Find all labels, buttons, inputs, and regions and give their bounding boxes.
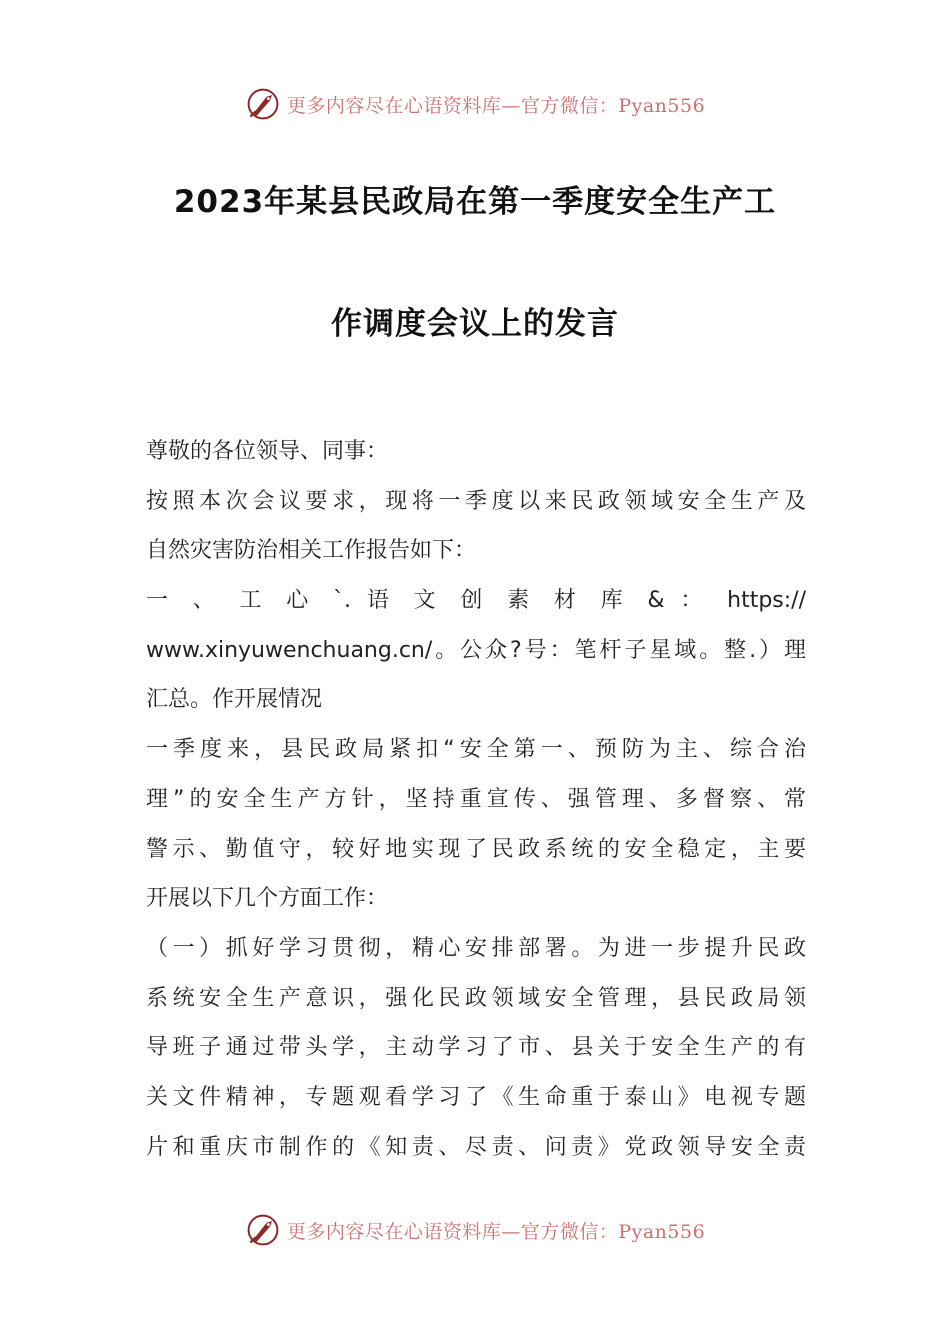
text-line: 开展以下几个方面工作： — [146, 886, 389, 912]
text-line: 导班子通过带头学，主动学习了市、县关于安全生产的有 — [146, 1035, 806, 1061]
text-line: 按照本次会议要求，现将一季度以来民政领域安全生产及 — [146, 488, 806, 514]
text-line: 一季度来，县民政局紧扣“安全第一、预防为主、综合治 — [146, 737, 806, 763]
text-line: 系统安全生产意识，强化民政领域安全管理，县民政局领 — [146, 985, 806, 1011]
watermark-text: 更多内容尽在心语资料库—官方微信：Pyan556 — [286, 1220, 706, 1243]
text-line: 片和重庆市制作的《知责、尽责、问责》党政领导安全责 — [146, 1134, 806, 1160]
text-line: 自然灾害防治相关工作报告如下： — [146, 538, 477, 564]
document-title-line-2: 作调度会议上的发言 — [331, 306, 619, 342]
text-line: 理”的安全生产方针，坚持重宣传、强管理、多督察、常 — [146, 786, 806, 812]
document-title-line-1: 2023年某县民政局在第一季度安全生产工 — [173, 184, 777, 220]
text-line: 尊敬的各位领导、同事： — [146, 439, 389, 464]
pen-nib-logo-icon — [245, 86, 281, 122]
watermark-text: 更多内容尽在心语资料库—官方微信：Pyan556 — [286, 94, 706, 117]
text-line: 关文件精神，专题观看学习了《生命重于泰山》电视专题 — [146, 1084, 806, 1110]
pen-nib-logo-icon — [245, 1212, 281, 1248]
text-line: （一）抓好学习贯彻，精心安排部署。为进一步提升民政 — [146, 935, 806, 961]
text-line: 汇总。作开展情况 — [146, 687, 323, 713]
text-line: 警示、勤值守，较好地实现了民政系统的安全稳定，主要 — [146, 836, 806, 862]
text-line: 一 、 工 心 `. 语 文 创 素 材 库 & ： https:// — [146, 588, 806, 614]
body-text — [146, 427, 806, 1172]
footer-watermark — [0, 1210, 950, 1250]
text-line: www.xinyuwenchuang.cn/。公众?号：笔杆子星域。整.）理 — [146, 637, 806, 663]
header-watermark — [0, 84, 950, 124]
